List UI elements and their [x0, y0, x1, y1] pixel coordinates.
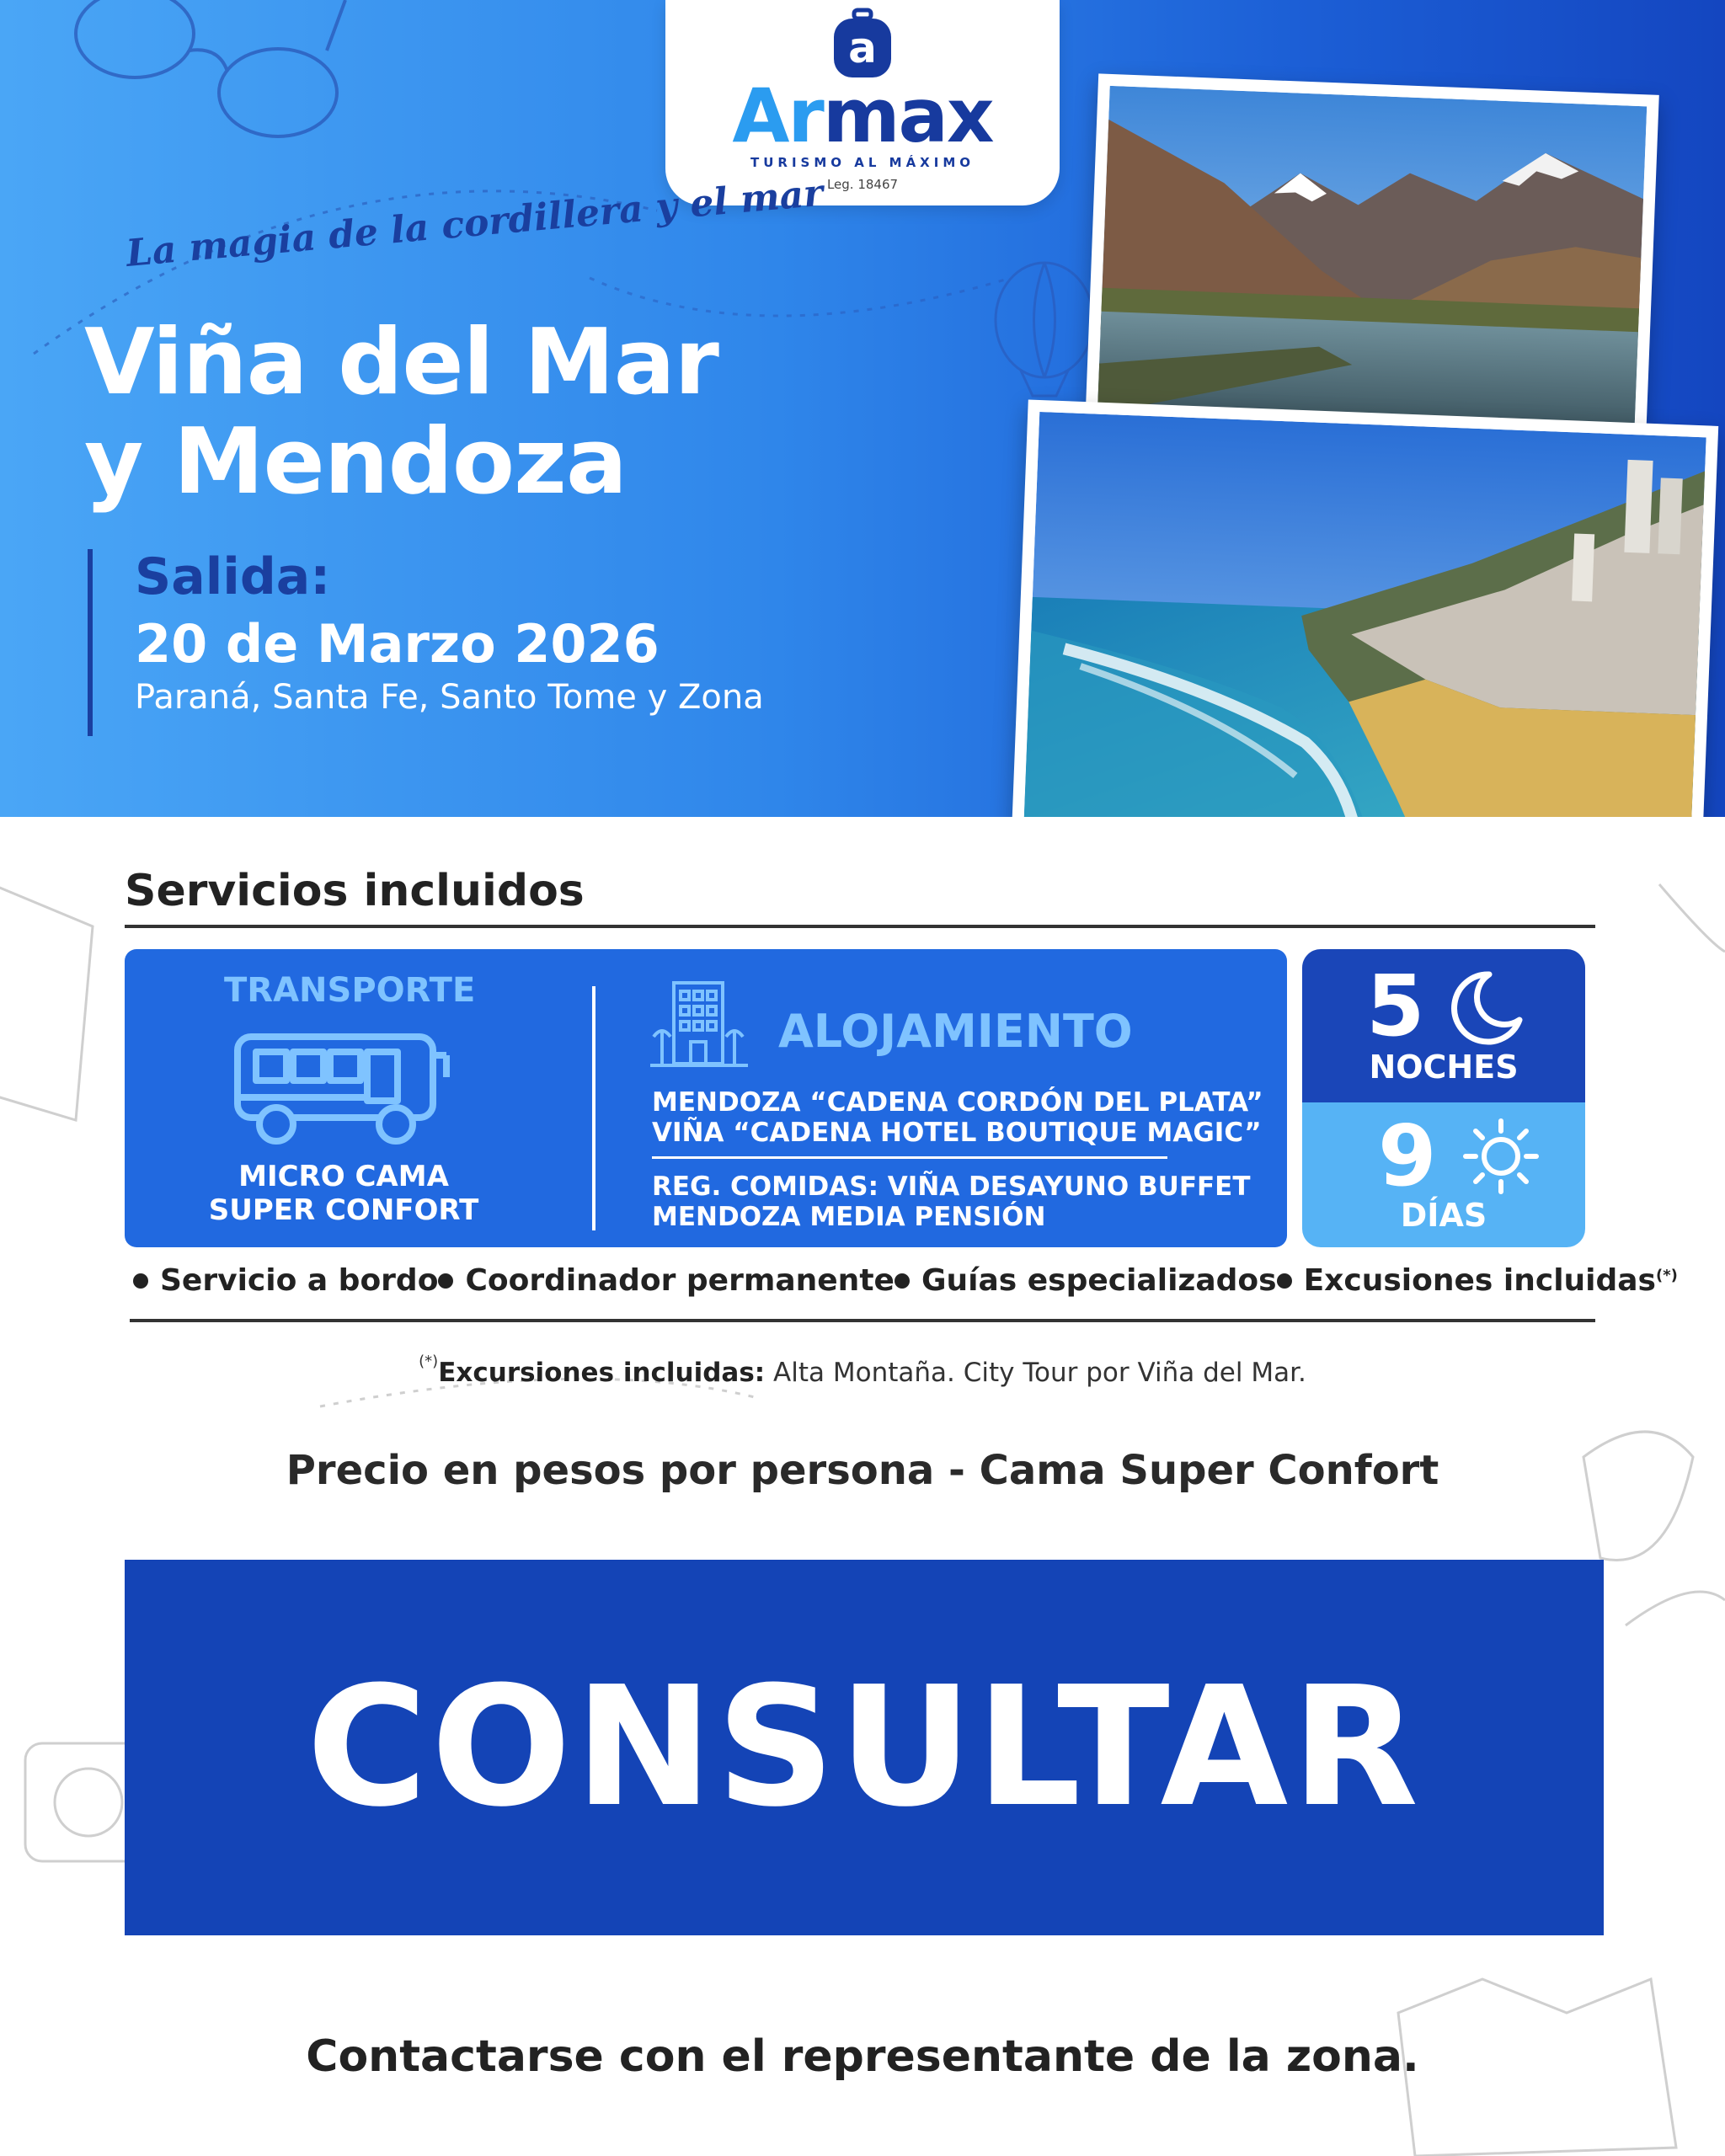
extra-item-label: Excusiones incluidas [1303, 1263, 1656, 1298]
title-line-2: y Mendoza [84, 409, 627, 515]
lodging-hotels [652, 1087, 1267, 1148]
sun-icon [1459, 1114, 1543, 1198]
departure-label: Salida: [135, 547, 331, 606]
moon-icon [1445, 968, 1526, 1049]
lodging-divider [652, 1156, 1167, 1159]
title-line-1: Viña del Mar [84, 310, 718, 415]
brand-legajo: Leg. 18467 [826, 177, 899, 192]
services-title: Servicios incluidos [125, 866, 585, 916]
extra-item [895, 1263, 1277, 1298]
page-title [84, 310, 927, 515]
extra-item-label: Coordinador permanente [465, 1263, 895, 1298]
brand-name-part2: max [822, 72, 993, 159]
extra-item-label: Guías especializados [921, 1263, 1277, 1298]
bus-icon [232, 1030, 451, 1148]
bullet-dot-icon [1277, 1273, 1292, 1289]
transport-line-1: MICRO CAMA [238, 1160, 449, 1193]
note-label: Excursiones incluidas: [438, 1358, 766, 1388]
hero-banner [0, 0, 1725, 817]
departure-date: 20 de Marzo 2026 [135, 613, 660, 675]
price-label: Precio en pesos por persona - Cama Super Confort [286, 1447, 1439, 1494]
beach-city-photo [1011, 399, 1718, 817]
consult-button[interactable] [125, 1560, 1604, 1935]
hot-air-balloon-icon [996, 263, 1093, 396]
extra-item [1277, 1263, 1678, 1298]
hotel-vina: VIÑA “CADENA HOTEL BOUTIQUE MAGIC” [652, 1118, 1262, 1148]
meal-plan-line-1: REG. COMIDAS: VIÑA DESAYUNO BUFFET [652, 1171, 1251, 1202]
brand-tagline: TURISMO AL MÁXIMO [750, 155, 975, 170]
nights-value: 5 [1366, 957, 1425, 1055]
hotel-mendoza: MENDOZA “CADENA CORDÓN DEL PLATA” [652, 1087, 1263, 1118]
map-icon [0, 884, 93, 1120]
services-title-rule [125, 925, 1595, 928]
brand-name-part1: Ar [732, 72, 823, 159]
days-value: 9 [1378, 1107, 1437, 1205]
lodging-label: ALOJAMIENTO [778, 1005, 1133, 1058]
bullet-dot-icon [438, 1273, 453, 1289]
transport-label: TRANSPORTE [224, 971, 476, 1010]
transport-description [175, 1160, 512, 1227]
bullet-dot-icon [895, 1273, 910, 1289]
bullet-dot-icon [133, 1273, 148, 1289]
contact-note: Contactarse con el representante de la zona. [306, 2031, 1419, 2082]
meal-plan-line-2: MENDOZA MEDIA PENSIÓN [652, 1202, 1046, 1232]
nights-panel [1302, 949, 1585, 1102]
meal-plan [652, 1171, 1267, 1232]
days-label: DÍAS [1400, 1197, 1487, 1234]
hotel-icon [649, 978, 750, 1070]
departure-accent-bar [88, 549, 93, 736]
nights-label: NOCHES [1369, 1049, 1519, 1086]
transport-line-2: SUPER CONFORT [208, 1193, 479, 1227]
note-text: Alta Montaña. City Tour por Viña del Mar. [773, 1358, 1306, 1388]
hero-tagline: La magia de la cordillera y el mar [124, 171, 825, 275]
consult-label: CONSULTAR [306, 1652, 1423, 1844]
excursions-note [0, 1353, 1725, 1388]
extras-rule [130, 1319, 1595, 1322]
note-footnote-mark: (*) [419, 1353, 439, 1370]
extra-item [438, 1263, 895, 1298]
mountain-lake-photo [1085, 73, 1659, 446]
services-divider [592, 986, 595, 1230]
extra-item-label: Servicio a bordo [160, 1263, 439, 1298]
sunglasses-icon [76, 0, 345, 136]
departure-cities: Paraná, Santa Fe, Santo Tome y Zona [135, 678, 764, 717]
footnote-mark: (*) [1656, 1267, 1678, 1284]
days-panel [1302, 1102, 1585, 1247]
services-box [125, 949, 1287, 1247]
extras-list [133, 1263, 1678, 1298]
brand-wordmark [665, 74, 1060, 158]
brand-logo-card[interactable] [665, 0, 1060, 205]
duration-card [1302, 949, 1585, 1247]
suitcase-a-logo-icon [829, 7, 896, 83]
svg-text:a: a [848, 24, 877, 72]
extra-item [133, 1263, 438, 1298]
